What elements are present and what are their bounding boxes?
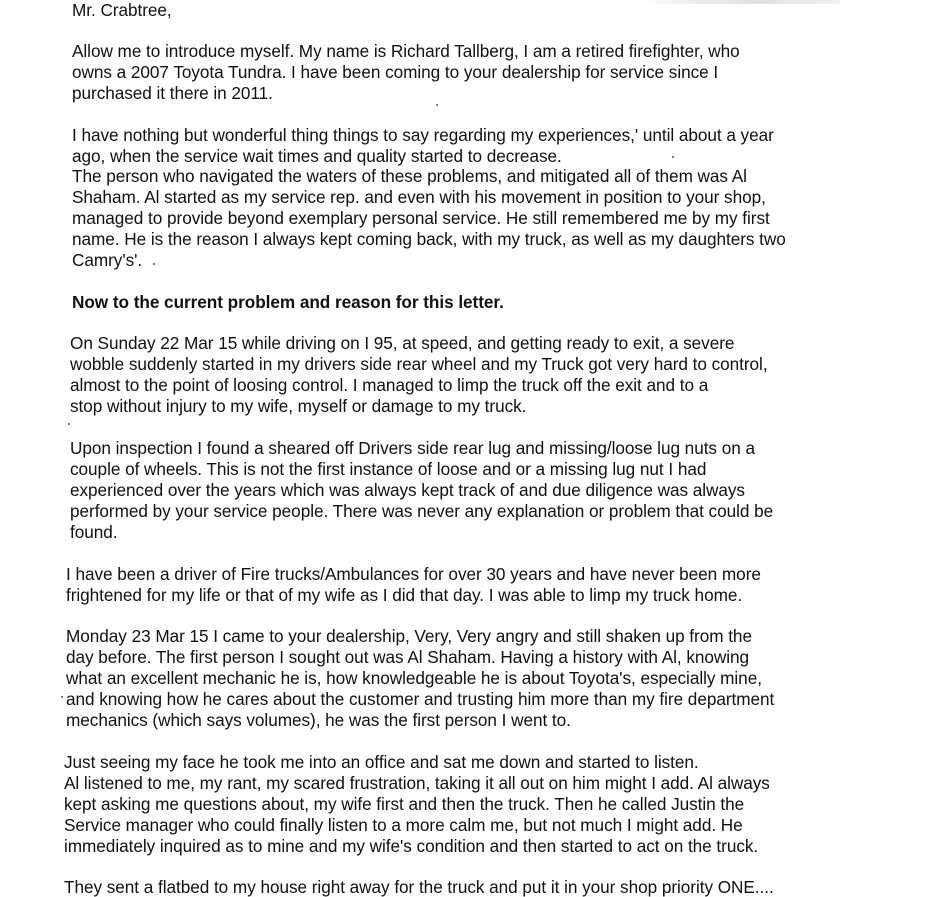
paragraph-7-line: Just seeing my face he took me into an office and sat me down and started to listen. (64, 752, 699, 772)
paragraph-3-line: stop without injury to my wife, myself or damage to my truck. (70, 396, 527, 416)
paragraph-6-line: day before. The first person I sought out was Al Shaham. Having a history with Al, knowing (66, 647, 750, 667)
paragraph-5-line: frightened for my life or that of my wife as I did that day. I was able to limp my truck home. (66, 585, 743, 605)
paragraph-2-line: Shaham. Al started as my service rep. and even with his movement in position to your shop, (72, 187, 766, 207)
paragraph-6-line: mechanics (which says volumes), he was the first person I went to. (66, 710, 571, 730)
paragraph-3-line: almost to the point of loosing control. I managed to limp the truck off the exit and to a (70, 375, 709, 395)
paragraph-7-line: Service manager who could finally listen to a more calm me, but not much I might add. He (64, 815, 743, 835)
paragraph-5-line: I have been a driver of Fire trucks/Ambulances for over 30 years and have never been more (66, 564, 761, 584)
paragraph-4-line: couple of wheels. This is not the first instance of loose and or a missing lug nut I had (70, 459, 707, 479)
paragraph-6-line: and knowing how he cares about the customer and trusting him more than my fire department (66, 689, 775, 709)
paragraph-7-line: Al listened to me, my rant, my scared frustration, taking it all out on him might I add. Al always (64, 773, 770, 793)
paragraph-6-line: Monday 23 Mar 15 I came to your dealership, Very, Very angry and still shaken up from the (66, 626, 752, 646)
paragraph-2-line: managed to provide beyond exemplary personal service. He still remembered me by my first (72, 208, 770, 228)
salutation: Mr. Crabtree, (72, 0, 172, 20)
paragraph-7-line: immediately inquired as to mine and my wife's condition and then started to act on the truck. (64, 836, 759, 856)
paragraph-4-line: experienced over the years which was always kept track of and due diligence was always (70, 480, 745, 500)
scan-speck (672, 156, 674, 158)
paragraph-1-line: owns a 2007 Toyota Tundra. I have been coming to your dealership for service since I (72, 62, 719, 82)
paragraph-2-line: Camry's'. (72, 250, 143, 270)
paragraph-2-line: The person who navigated the waters of these problems, and mitigated all of them was Al (72, 166, 747, 186)
scan-speck (436, 104, 438, 106)
paragraph-4-line: performed by your service people. There was never any explanation or problem that could be (70, 501, 774, 521)
paragraph-3-line: On Sunday 22 Mar 15 while driving on I 95, at speed, and getting ready to exit, a severe (70, 333, 735, 353)
scan-speck (68, 423, 70, 425)
scan-speck (61, 696, 63, 698)
paragraph-8-line: They sent a flatbed to my house right away for the truck and put it in your shop priority ONE.... (64, 877, 774, 897)
paragraph-3-line: wobble suddenly started in my drivers side rear wheel and my Truck got very hard to control, (70, 354, 768, 374)
paragraph-4-line: Upon inspection I found a sheared off Drivers side rear lug and missing/loose lug nuts on a (70, 438, 755, 458)
paragraph-2-line: name. He is the reason I always kept coming back, with my truck, as well as my daughters two (72, 229, 786, 249)
paragraph-7-line: kept asking me questions about, my wife first and then the truck. Then he called Justin the (64, 794, 745, 814)
paragraph-2-line: I have nothing but wonderful thing things to say regarding my experiences,' until about a year (72, 125, 774, 145)
paragraph-4-line: found. (70, 522, 118, 542)
paragraph-2-line: ago, when the service wait times and quality started to decrease. (72, 146, 562, 166)
paragraph-6-line: what an excellent mechanic he is, how knowledgeable he is about Toyota's, especially mine, (66, 668, 762, 688)
section-heading: Now to the current problem and reason for this letter. (72, 292, 504, 312)
scan-smudge (640, 0, 840, 4)
scan-speck (153, 263, 155, 265)
paragraph-1-line: Allow me to introduce myself. My name is Richard Tallberg, I am a retired firefighter, who (72, 41, 740, 61)
paragraph-1-line: purchased it there in 2011. (72, 83, 273, 103)
